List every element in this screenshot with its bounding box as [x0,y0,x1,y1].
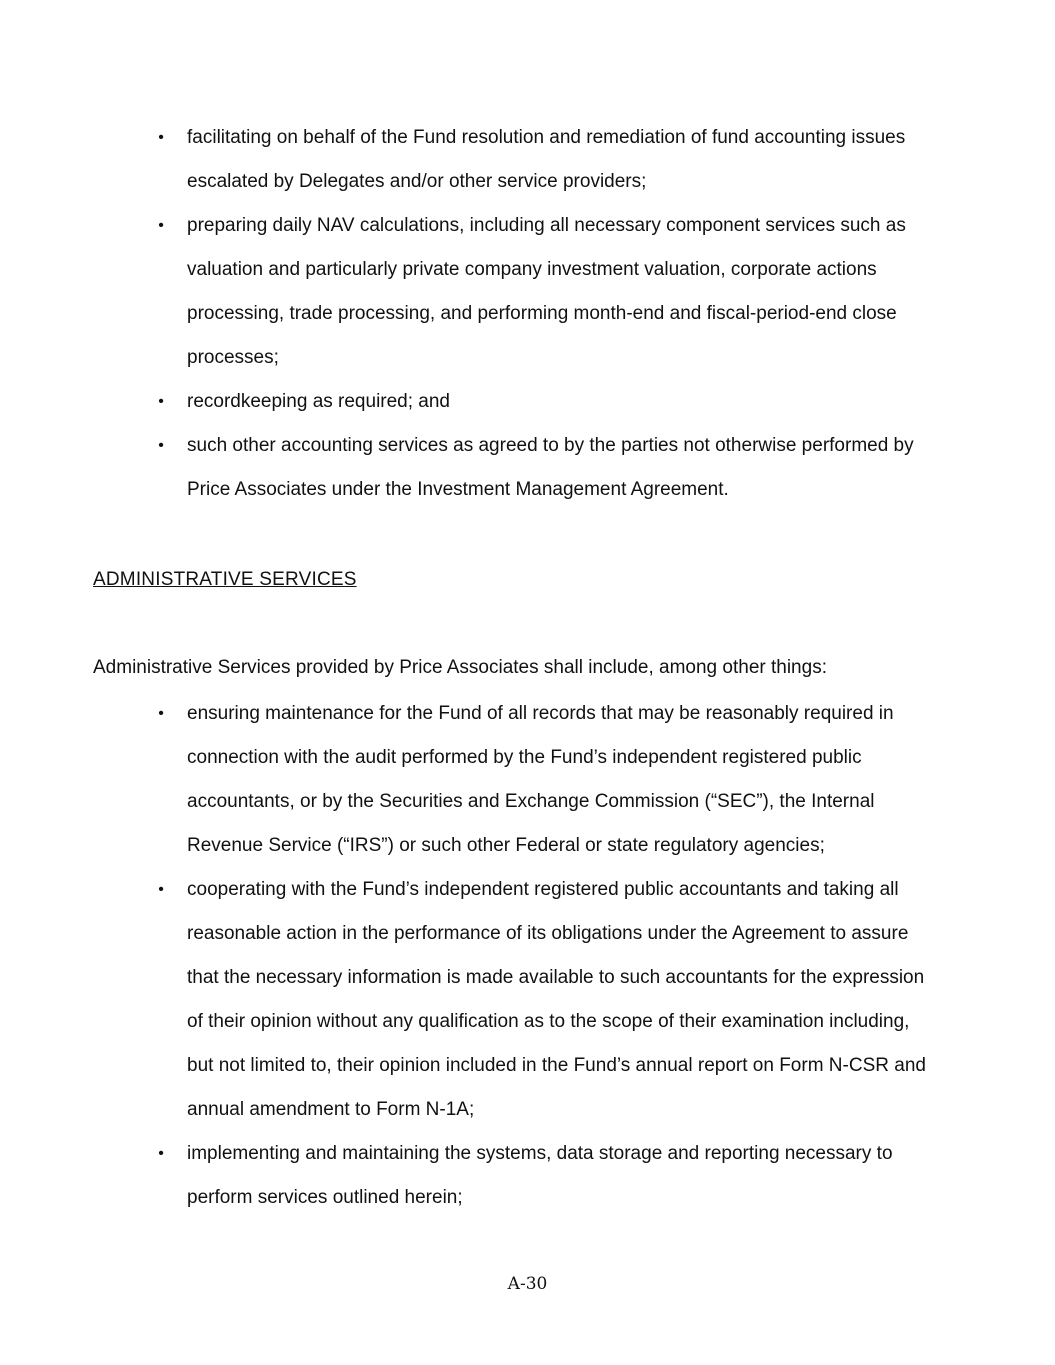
list-item [0,204,937,380]
list-item [0,868,937,1132]
bullet-icon: • [158,1145,164,1162]
list-item-text: such other accounting services as agreed to by the parties not otherwise performed by Price Associates under the Investment Management Agreement. [187,435,914,500]
bullet-icon: • [158,705,164,722]
list-item [0,692,937,868]
list-item-text: ensuring maintenance for the Fund of all records that may be reasonably required in connection with the audit performed by the Fund’s independent registered public accountants, or by the Securities and Exchange Commission (“SEC”), the Internal Revenue Service (“IRS”) or such other Federal or state regulatory agencies; [187,703,894,856]
list-item [0,1132,937,1220]
accounting-services-list [0,116,1055,512]
bullet-icon: • [158,881,164,898]
list-item-text: cooperating with the Fund’s independent registered public accountants and taking all reasonable action in the performance of its obligations under the Agreement to assure that the necessary information is made available to such accountants for the expression of their opinion without any qualification as to the scope of their examination including, but not limited to, their opinion included in the Fund’s annual report on Form N-CSR and annual amendment to Form N-1A; [187,879,926,1120]
administrative-services-list [0,692,1055,1220]
section-intro: Administrative Services provided by Price Associates shall include, among other things: [93,657,827,678]
list-item [0,116,937,204]
list-item [0,380,937,424]
bullet-icon: • [158,437,164,454]
page-number: A-30 [507,1274,548,1294]
list-item-text: facilitating on behalf of the Fund resolution and remediation of fund accounting issues escalated by Delegates and/or other service providers; [187,127,906,192]
section-heading-administrative-services: ADMINISTRATIVE SERVICES [93,569,357,590]
list-item [0,424,937,512]
bullet-icon: • [158,217,164,234]
bullet-icon: • [158,129,164,146]
list-item-text: implementing and maintaining the systems, data storage and reporting necessary to perform services outlined herein; [187,1143,893,1208]
list-item-text: preparing daily NAV calculations, including all necessary component services such as valuation and particularly private company investment valuation, corporate actions processing, trade processing, and performing month-end and fiscal-period-end close processes; [187,215,906,368]
bullet-icon: • [158,393,164,410]
list-item-text: recordkeeping as required; and [187,391,451,412]
